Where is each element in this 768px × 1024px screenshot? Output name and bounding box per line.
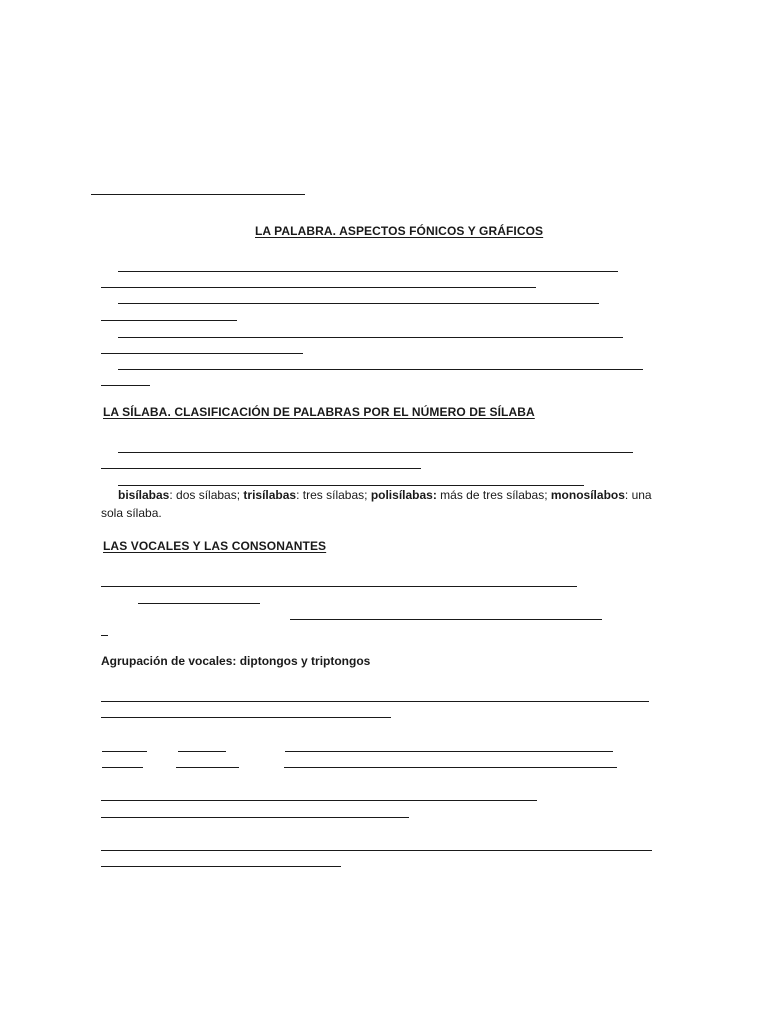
term-polisilabas: polisílabas: (370, 488, 437, 502)
term-monosilabos: monosílabos (550, 488, 625, 502)
blank-line (101, 800, 537, 801)
blank-line (290, 619, 602, 620)
blank-line (102, 751, 147, 752)
blank-line (101, 866, 341, 867)
def-polisilabas: más de tres sílabas; (436, 488, 551, 502)
blank-line (176, 767, 239, 768)
blank-line (101, 287, 536, 288)
blank-line (118, 369, 643, 370)
term-trisilabas: trisílabas (243, 488, 297, 502)
blank-line (284, 767, 617, 768)
name-blank-line (91, 194, 305, 195)
heading-vocales-consonantes: LAS VOCALES Y LAS CONSONANTES (103, 539, 327, 553)
def-trisilabas: : tres sílabas; (296, 488, 371, 502)
blank-line (101, 468, 421, 469)
blank-line (101, 586, 577, 587)
blank-line (118, 303, 599, 304)
blank-line (101, 385, 150, 386)
term-bisilabas: bisílabas (118, 488, 170, 502)
heading-la-palabra: LA PALABRA. ASPECTOS FÓNICOS Y GRÁFICOS (255, 224, 544, 238)
blank-line (178, 751, 226, 752)
def-bisilabas: : dos sílabas; (169, 488, 244, 502)
blank-line (101, 717, 391, 718)
blank-line (101, 635, 108, 636)
blank-line (102, 767, 143, 768)
blank-line (101, 701, 649, 702)
blank-line (118, 337, 623, 338)
blank-line (101, 353, 303, 354)
blank-line (118, 452, 633, 453)
blank-line (138, 603, 260, 604)
blank-line (101, 850, 652, 851)
blank-line (118, 271, 618, 272)
silaba-classification-text (101, 486, 661, 522)
heading-la-silaba: LA SÍLABA. CLASIFICACIÓN DE PALABRAS POR EL NÚMERO DE SÍLABA (103, 405, 535, 419)
blank-line (285, 751, 613, 752)
def-monosilabos: : una sola sílaba. (101, 488, 652, 520)
heading-agrupacion-vocales: Agrupación de vocales: diptongos y triptongos (101, 654, 371, 668)
blank-line (101, 320, 237, 321)
blank-line (101, 817, 409, 818)
